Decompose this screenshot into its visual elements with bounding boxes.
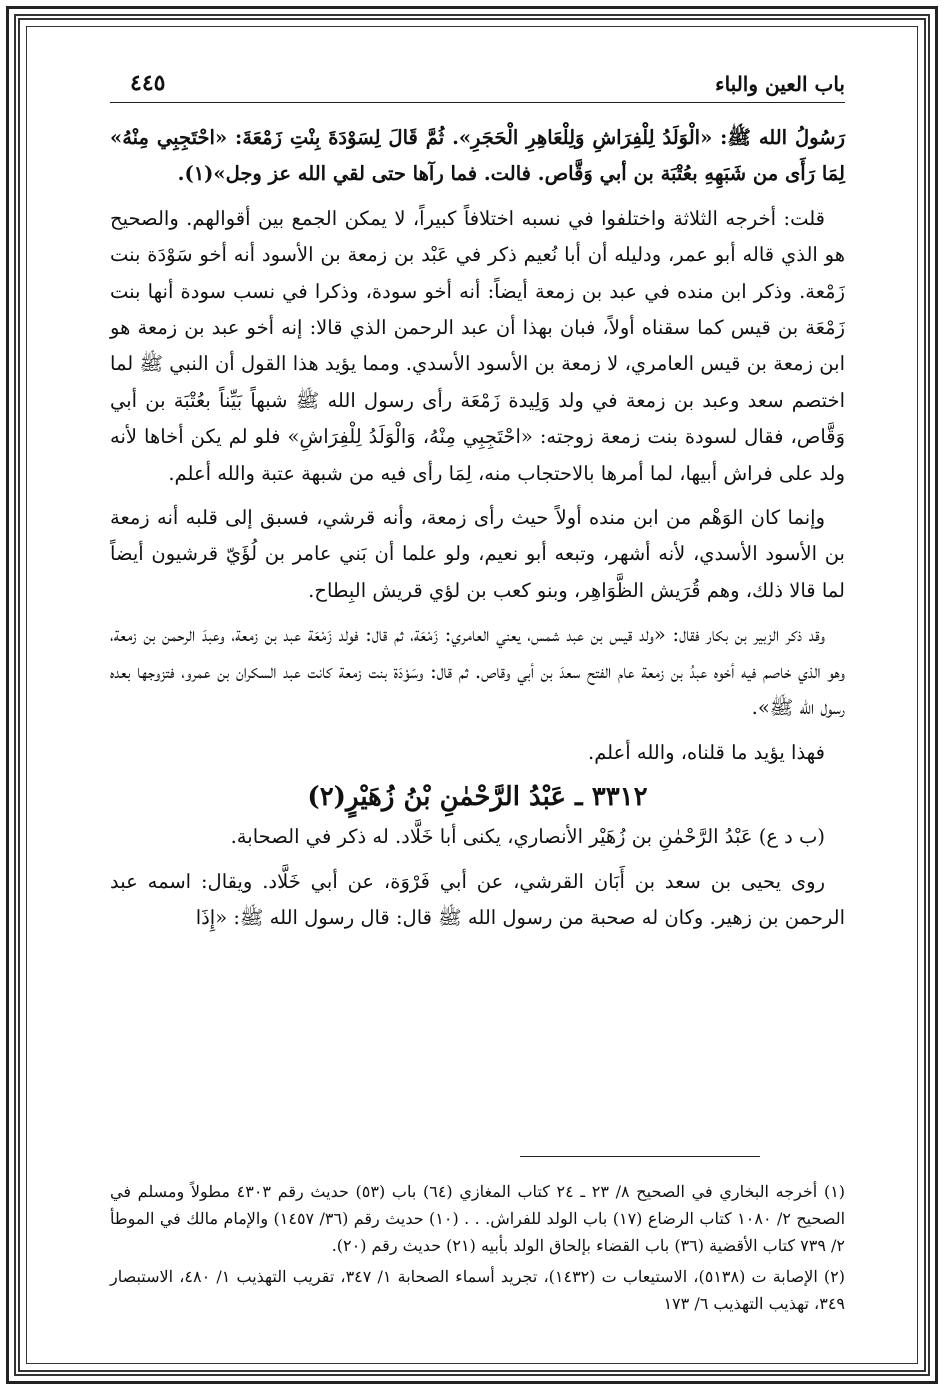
paragraph-2: قلت: أخرجه الثلاثة واختلفوا في نسبه اختلافاً كبيراً، لا يمكن الجمع بين أقوالهم. والصحيح هو الذي قاله أبو عمر، ودليله أن أبا نُعيم ذكر في عَبْد بن زمعة بن الأسود أنه أخو سَوْدَة بنت زَمْعة. وذكر ابن منده في عبد بن زمعة أيضاً: أنه أخو سودة، وذكرا في نسب سودة أنها بنت زَمْعَة بن قيس كما سقناه أولاً، فبان بهذا أن عبد الرحمن الذي قالا: إنه أخو عبد بن زمعة هو ابن زمعة بن قيس العامري، لا زمعة بن الأسود الأسدي. ومما يؤيد هذا القول أن النبي ﷺ لما اختصم سعد وعبد بن زمعة في ولد وَلِيدة زَمْعَة رأى رسول الله ﷺ شبهاً بَيِّناً بعُتْبَة بن أبي وَقَّاص، فقال لسودة بنت زمعة زوجته: «احْتَجِبِي مِنْهُ، وَالْوَلَدُ لِلْفِرَاشِ» فلو لم يكن أخاها لأنه ولد على فراش أبيها، لما أمرها بالاحتجاب منه، لِمَا رأى فيه من شبهة عتبة والله أعلم. [110,206,845,485]
main-text [110,120,845,945]
paragraph-4: وقد ذكر الزبير بن بكار فقال: «ولد قيس بن عبد شمس، يعني العامري: زَمْعَة، ثم قال: فولد زَمْعَة عبد بن زمعة، وعبدَ الرحمن بن زمعة، وهو الذي خاصم فيه أخوه عبدُ بن زمعة عام الفتح سعدَ بن أبي وقاص. ثم قال: وسَوْدَة بنت زمعة كانت عبد السكران بن عمرو، فتزوجها بعده رسول الله ﷺ». [110,623,845,720]
running-head [110,68,845,103]
book-page [110,60,845,1330]
paragraph-6: (ب د ع) عَبْدُ الرَّحْمٰنِ بن زُهَيْر الأنصاري، يكنى أبا خَلَّاد. له ذكر في الصحابة. [230,825,825,849]
entry-heading: ٣٣١٢ ـ عَبْدُ الرَّحْمٰنِ بْنُ زُهَيْرٍ(٢) [307,781,648,812]
page-number: ٤٤٥ [130,70,166,96]
footnote-divider [520,1156,760,1157]
footnote-1: (١) أخرجه البخاري في الصحيح ٨/ ٢٣ ـ ٢٤ كتاب المغازي (٦٤) باب (٥٣) حديث رقم ٤٣٠٣ مطولاً ومسلم في الصحيح ٢/ ١٠٨٠ كتاب الرضاع (١٧) باب الولد للفراش. . . (١٠) حديث رقم (٣٦/ ١٤٥٧) والإمام مالك في الموطأ ٢/ ٧٣٩ كتاب الأقضية (٣٦) باب القضاء بإلحاق الولد بأبيه (٢١) حديث رقم (٢٠). [110,1182,846,1255]
chapter-title: باب العين والباء [715,72,845,96]
paragraph-1: رَسُولُ الله ﷺ: «الْوَلَدُ لِلْفِرَاشِ وَلِلْعَاهِرِ الْحَجَرِ». ثُمَّ قَالَ لِسَوْدَةَ بِنْتِ زَمْعَةَ: «احْتَجِبِي مِنْهُ» لِمَا رَأَى من شَبَهِهِ بعُتْبَة بن أبي وَقَّاص. فالت. فما رآها حتى لقي الله عز وجل»(١). [110,126,845,186]
paragraph-7: روى يحيى بن سعد بن أَبَان القرشي، عن أبي فَرْوَة، عن أبي خَلَّاد. ويقال: اسمه عبد الرحمن بن زهير. وكان له صحبة من رسول الله ﷺ قال: قال رسول الله ﷺ: «إِذَا [110,869,845,930]
footnotes [110,1178,845,1321]
paragraph-3: وإنما كان الوَهْم من ابن منده أولاً حيث رأى زمعة، وأنه قرشي، فسبق إلى قلبه أنه زمعة بن الأسود الأسدي، لأنه أشهر، وتبعه أبو نعيم، ولو علما أن بَني عامر بن لُؤَيّ قرشيون أيضاً لما قالا ذلك، وهم قُرَيش الظَّوَاهِر، وبنو كعب بن لؤي قريش البِطاح. [110,506,845,602]
footnote-2: (٢) الإصابة ت (٥١٣٨)، الاستيعاب ت (١٤٣٢)، تجريد أسماء الصحابة ١/ ٣٤٧، تقريب التهذيب ١/ ٤٨٠، الاستبصار ٣٤٩، تهذيب التهذيب ٦/ ١٧٣ [110,1267,845,1313]
paragraph-5: فهذا يؤيد ما قلناه، والله أعلم. [588,740,825,764]
